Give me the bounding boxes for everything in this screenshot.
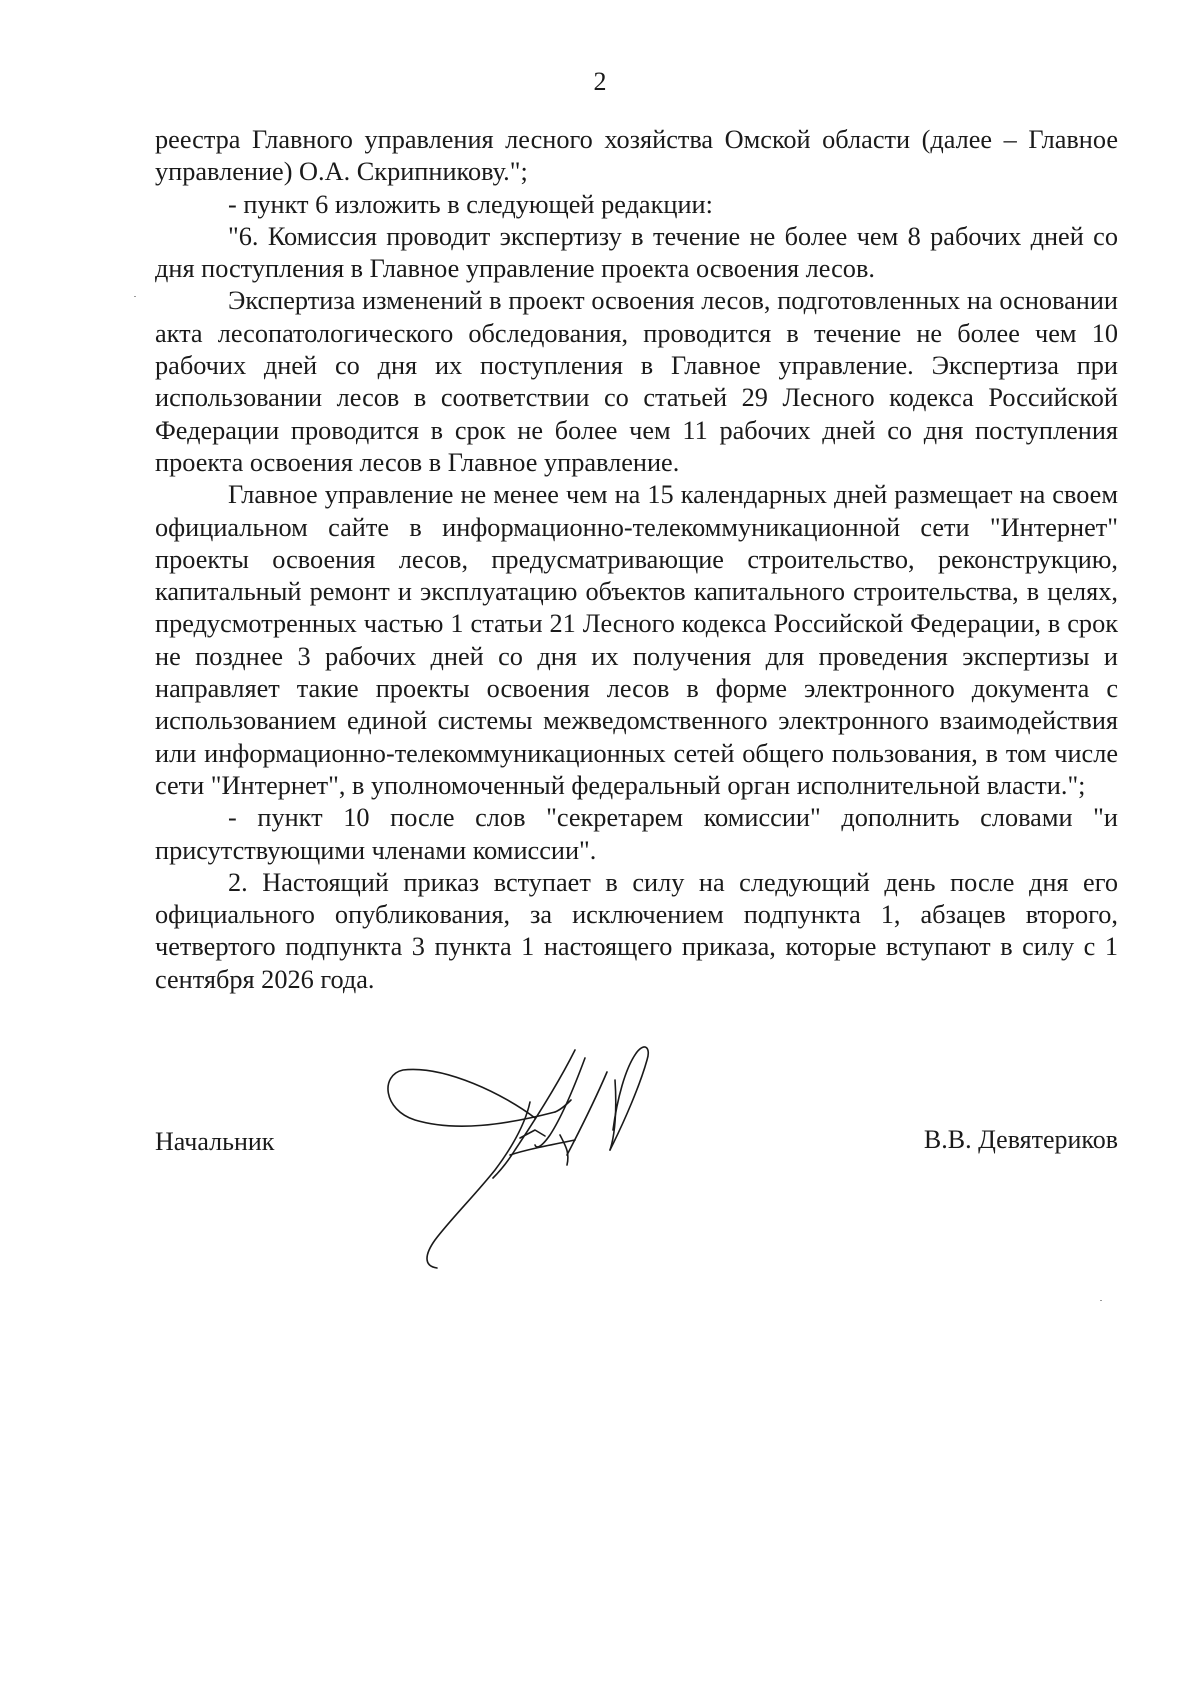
paragraph-publication: Главное управление не менее чем на 15 календарных дней размещает на своем официальном сайте в информационно-телекоммуникационной сети "Интернет" проекты освоения лесов, предусматривающие строительство, реконструкцию, капитальный ремонт и эксплуатацию объектов капитального строительства, в целях, предусмотренных частью 1 статьи 21 Лесного кодекса Российской Федерации, в срок не позднее 3 рабочих дней со дня их получения для проведения экспертизы и направляет такие проекты освоения лесов в форме электронного документа с использованием единой системы межведомственного электронного взаимодействия или информационно-телекоммуникационных сетей общего пользования, в том числе сети "Интернет", в уполномоченный федеральный орган исполнительной власти.";: [155, 480, 1118, 800]
paragraph-continuation: реестра Главного управления лесного хозяйства Омской области (далее – Главное управление) О.А. Скрипникову.";: [155, 125, 1118, 187]
scan-speck: [1100, 1300, 1102, 1301]
page-number: 2: [593, 67, 607, 96]
document-body: [155, 124, 1118, 996]
signer-name: В.В. Девятериков: [923, 1125, 1118, 1154]
scan-speck: [134, 296, 136, 297]
paragraph-expertise-changes: Экспертиза изменений в проект освоения лесов, подготовленных на основании акта лесопатологического обследования, проводится в течение не более чем 10 рабочих дней со дня их поступления в Главное управление. Экспертиза при использовании лесов в соответствии со статьей 29 Лесного кодекса Российской Федерации проводится в срок не более чем 11 рабочих дней со дня поступления проекта освоения лесов в Главное управление.: [155, 286, 1118, 477]
paragraph-amend-item-10: - пункт 10 после слов "секретарем комиссии" дополнить словами "и присутствующими членами комиссии".: [155, 803, 1118, 865]
handwritten-signature: [385, 1040, 685, 1270]
paragraph-entry-into-force: 2. Настоящий приказ вступает в силу на следующий день после дня его официального опубликования, за исключением подпункта 1, абзацев второго, четвертого подпункта 3 пункта 1 настоящего приказа, которые вступают в силу с 1 сентября 2026 года.: [155, 867, 1118, 994]
paragraph-amend-item-6: - пункт 6 изложить в следующей редакции:: [228, 189, 713, 219]
paragraph-item-6-text: "6. Комиссия проводит экспертизу в течение не более чем 8 рабочих дней со дня поступления в Главное управление проекта освоения лесов.: [155, 221, 1118, 284]
signer-position: Начальник: [155, 1127, 275, 1156]
